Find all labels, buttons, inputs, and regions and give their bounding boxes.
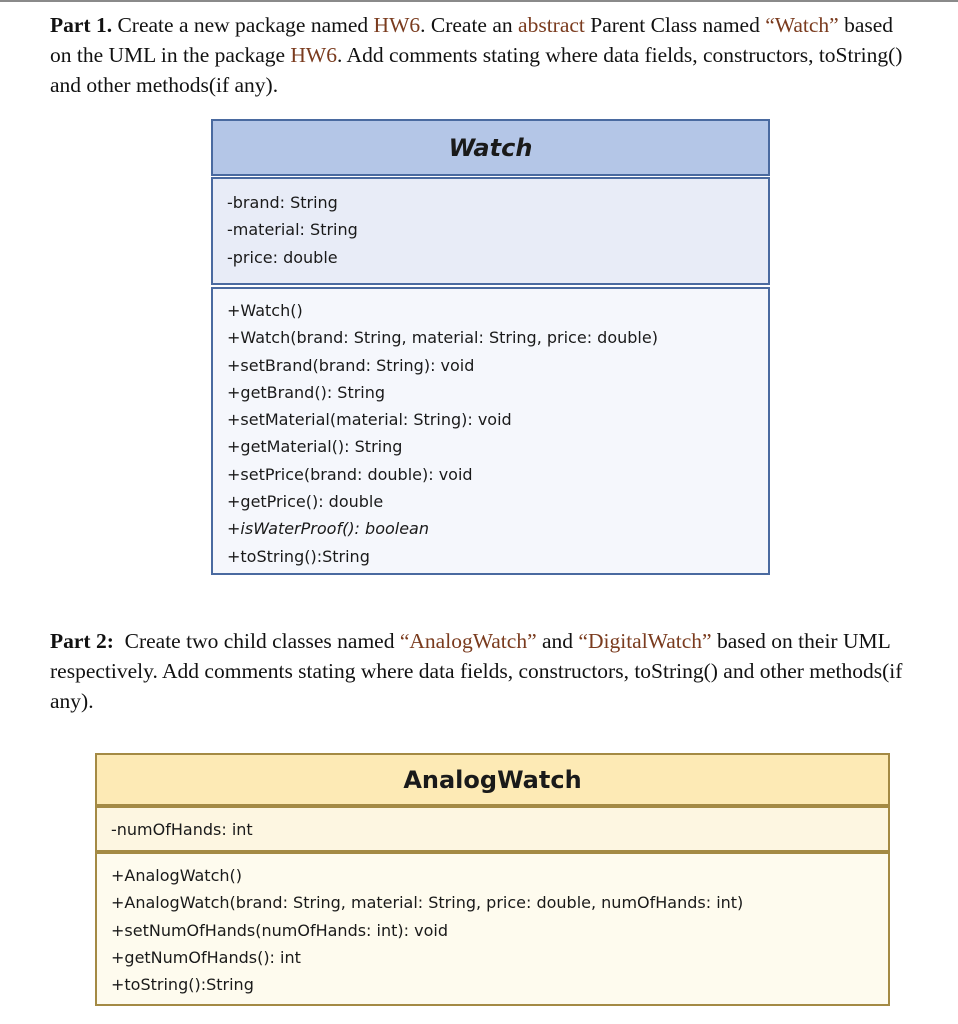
part1-text-1: Create a new package named — [112, 13, 374, 37]
part1-text-4: based on the UML in the package — [50, 13, 894, 67]
class-name-watch: “Watch” — [765, 13, 839, 37]
analogwatch-methods — [95, 852, 890, 1006]
part1-label: Part 1. — [50, 13, 113, 37]
class-name-digitalwatch: “DigitalWatch” — [578, 629, 712, 653]
method-analogwatch-full: +AnalogWatch(brand: String, material: String, price: double, numOfHands: int) — [111, 893, 744, 913]
package-name-hw6-2: HW6 — [290, 43, 337, 67]
watch-class-title: Watch — [211, 119, 770, 176]
part2-text-2: and — [536, 629, 579, 653]
method-to-string: +toString():String — [227, 546, 370, 566]
method-analog-to-string: +toString():String — [111, 975, 254, 995]
watch-methods — [211, 287, 770, 575]
analogwatch-class-title: AnalogWatch — [95, 753, 890, 806]
part2-instructions — [50, 626, 910, 716]
method-set-price: +setPrice(brand: double): void — [227, 464, 473, 484]
class-name-analogwatch: “AnalogWatch” — [399, 629, 537, 653]
field-brand: -brand: String — [227, 193, 338, 212]
part2-text-1: Create two child classes named — [113, 629, 400, 653]
method-watch-full: +Watch(brand: String, material: String, price: double) — [227, 328, 658, 348]
analogwatch-fields — [95, 806, 890, 852]
method-get-brand: +getBrand(): String — [227, 382, 386, 402]
field-num-of-hands: -numOfHands: int — [111, 820, 253, 839]
method-is-water-proof: +isWaterProof(): boolean — [227, 519, 429, 539]
field-material: -material: String — [227, 220, 358, 240]
part2-text-3: based on their UML respectively. Add comments stating where data fields, constructors, toString() and other methods(if any). — [50, 629, 903, 713]
part1-text-5: . Add comments stating where data fields, constructors, toString() and other methods(if any). — [50, 43, 903, 97]
abstract-keyword: abstract — [518, 13, 585, 37]
method-set-material: +setMaterial(material: String): void — [227, 410, 512, 430]
watch-fields — [211, 177, 770, 285]
top-divider — [0, 0, 958, 2]
method-get-price: +getPrice(): double — [227, 492, 384, 512]
method-analogwatch-default: +AnalogWatch() — [111, 866, 242, 885]
part1-instructions — [50, 10, 910, 100]
part2-label: Part 2: — [50, 629, 114, 653]
method-get-material: +getMaterial(): String — [227, 437, 403, 457]
part1-text-3: Parent Class named — [584, 13, 766, 37]
method-set-brand: +setBrand(brand: String): void — [227, 355, 475, 375]
part1-text-2: . Create an — [420, 13, 519, 37]
field-price: -price: double — [227, 247, 338, 267]
method-get-num-of-hands: +getNumOfHands(): int — [111, 947, 301, 967]
method-set-num-of-hands: +setNumOfHands(numOfHands: int): void — [111, 920, 448, 940]
method-watch-default: +Watch() — [227, 301, 303, 320]
package-name-hw6: HW6 — [373, 13, 421, 37]
